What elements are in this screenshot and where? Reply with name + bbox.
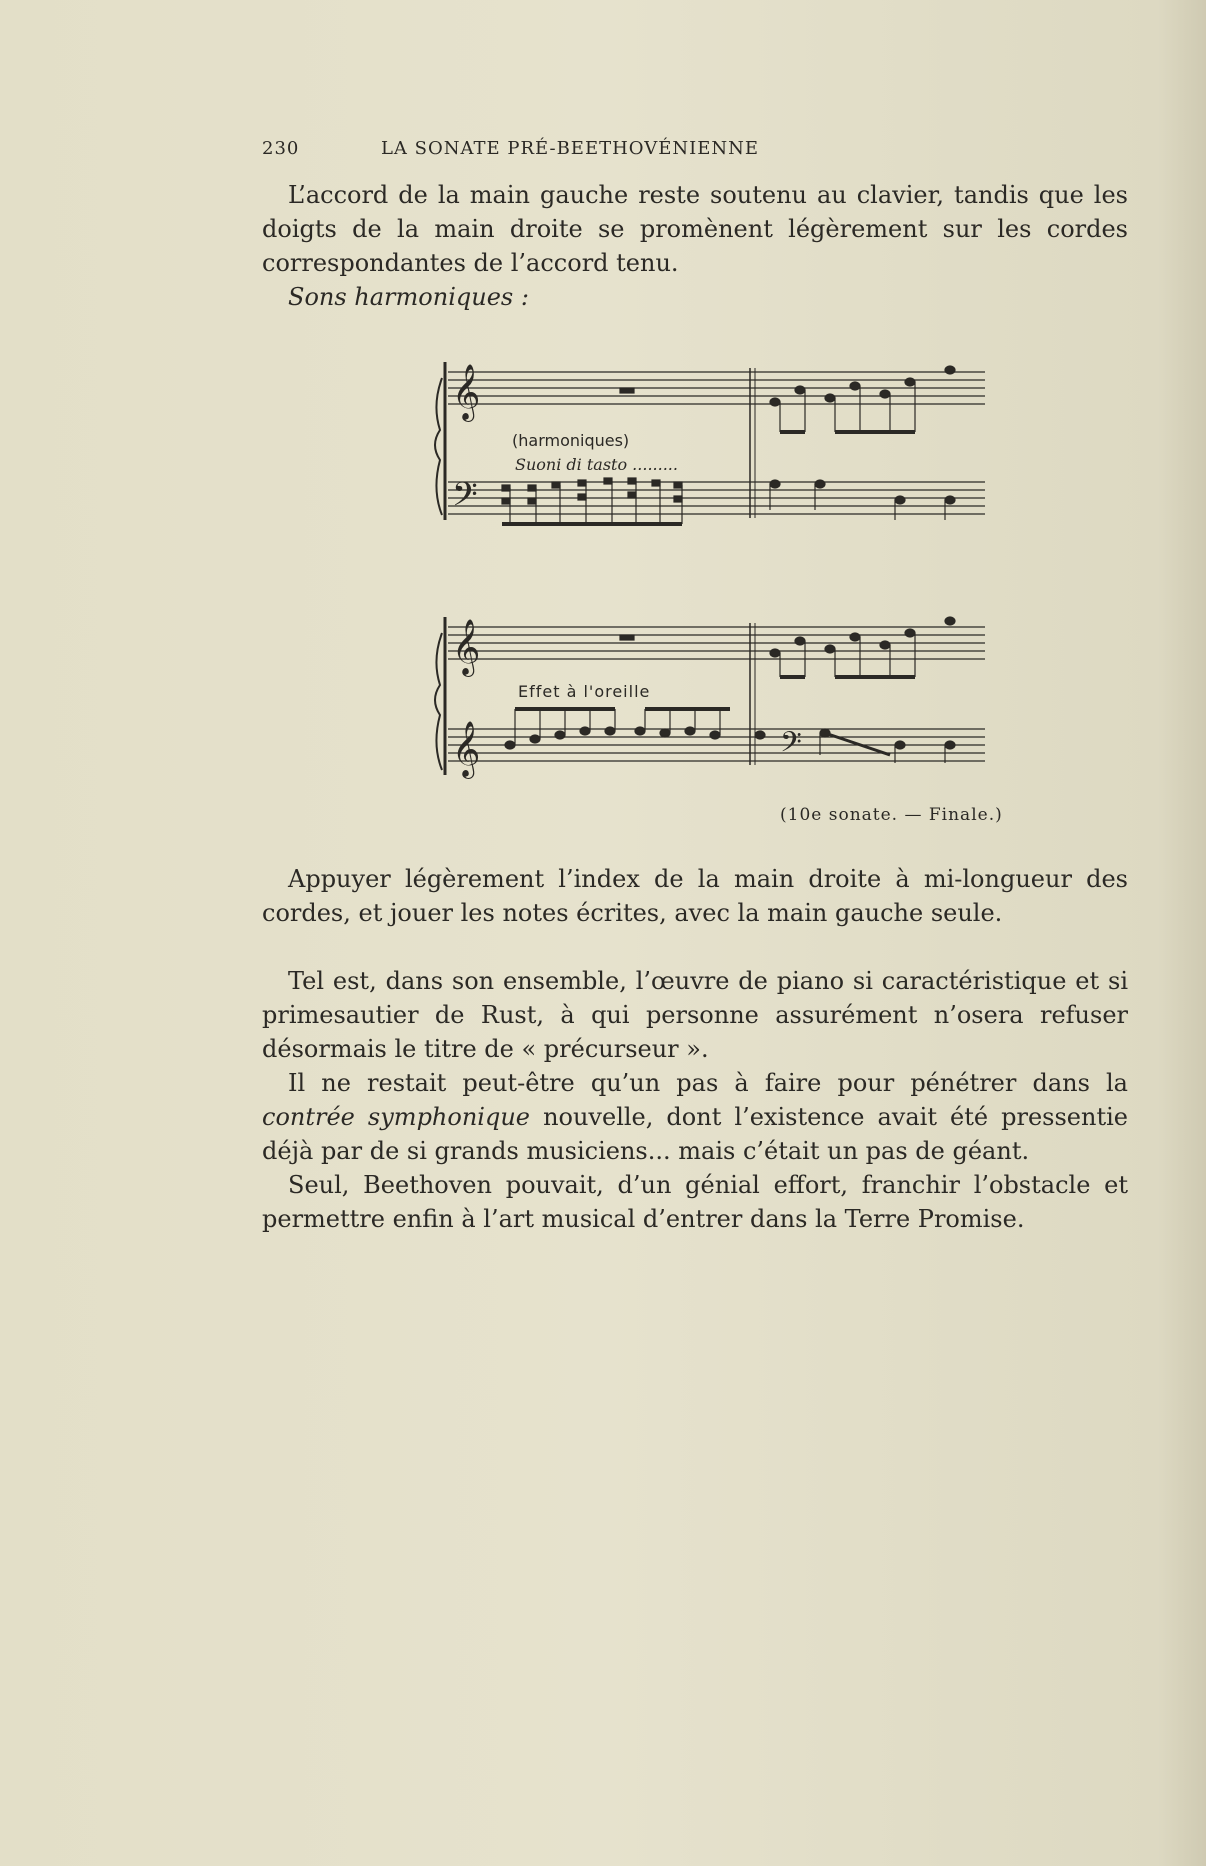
effet-label: Effet à l'oreille [518, 682, 651, 701]
running-title: LA SONATE PRÉ-BEETHOVÉNIENNE [380, 138, 760, 159]
p5-end: nouvelle, dont l’existence avait été pressentie déjà par de si grands musiciens... mais c’était un pas de géant. [262, 1103, 1128, 1165]
system-1 [435, 362, 985, 524]
text-block-bottom [262, 964, 1128, 1236]
paragraph-tel-est: Tel est, dans son ensemble, l’œuvre de piano si caractéristique et si primesautier de Rust, à qui personne assurément n’osera refuser désormais le titre de « précurseur ». [262, 967, 1128, 1063]
svg-text:𝄞: 𝄞 [452, 364, 481, 420]
svg-text:𝄞: 𝄞 [452, 721, 481, 777]
p5-italic: contrée symphonique [262, 1103, 530, 1131]
svg-text:𝄞: 𝄞 [452, 619, 481, 675]
svg-text:𝄢: 𝄢 [452, 476, 478, 522]
p5-start: Il ne restait peut-être qu’un pas à faire pour pénétrer dans la [288, 1069, 1128, 1097]
suoni-label: Suoni di tasto ......... [515, 455, 678, 474]
running-head [262, 138, 878, 162]
paragraph-il-ne-restait [262, 1066, 1128, 1168]
paragraph-accord: L’accord de la main gauche reste soutenu au clavier, tandis que les doigts de la main droite se promènent légèrement sur les cordes correspondantes de l’accord tenu. [262, 181, 1128, 277]
paragraph-seul: Seul, Beethoven pouvait, d’un génial effort, franchir l’obstacle et permettre enfin à l’art musical d’entrer dans la Terre Promise. [262, 1171, 1128, 1233]
paragraph-sons-harmoniques: Sons harmoniques : [288, 283, 529, 311]
paragraph-appuyer: Appuyer légèrement l’index de la main droite à mi-longueur des cordes, et jouer les notes écrites, avec la main gauche seule. [262, 865, 1128, 927]
svg-text:𝄢: 𝄢 [780, 726, 802, 766]
page-number: 230 [262, 138, 300, 159]
music-caption: (10e sonate. — Finale.) [780, 805, 1003, 825]
text-block-top [262, 178, 1128, 314]
harmoniques-label: (harmoniques) [512, 431, 630, 450]
music-example [430, 350, 1000, 800]
text-block-middle [262, 862, 1128, 930]
system-2 [435, 617, 985, 779]
